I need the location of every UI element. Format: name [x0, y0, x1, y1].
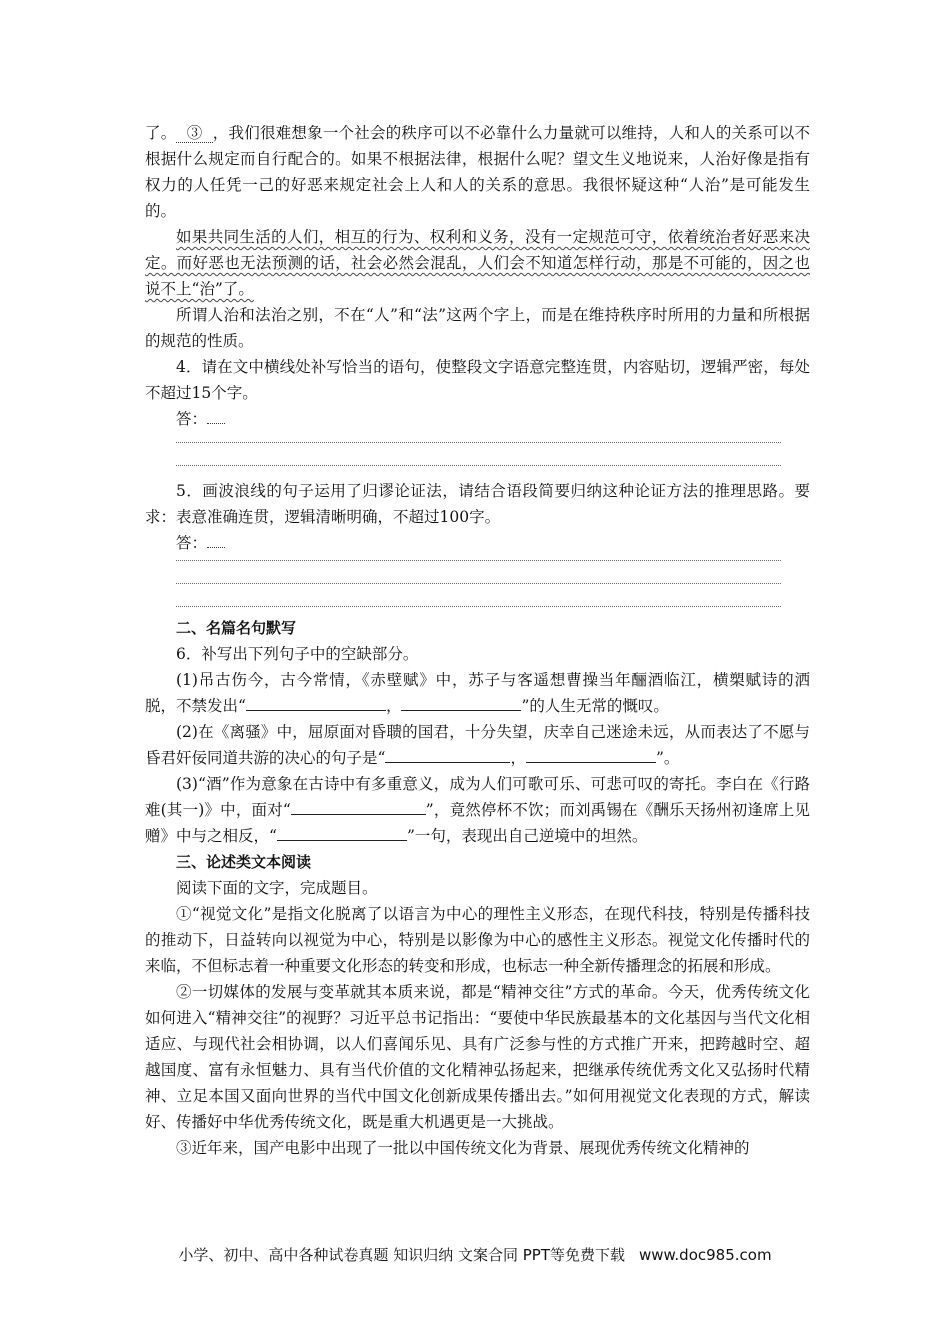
question-6: 6．补写出下列句子中的空缺部分。 [176, 645, 419, 663]
page-footer [0, 1244, 950, 1265]
section-2-title: 二、名篇名句默写 [176, 619, 297, 637]
q6-item-2: (2)在《离骚》中，屈原面对昏聩的国君，十分失望，庆幸自己迷途未远，从而表达了不愿与昏君奸佞同道共游的决心的句子是“ ， ”。 [145, 723, 810, 767]
passage-paragraph-2 [145, 224, 810, 302]
question-5: 5．画波浪线的句子运用了归谬论证法，请结合语段简要归纳这种论证方法的推理思路。要求：表意准确连贯，逻辑清晰明确，不超过100字。 [145, 482, 810, 526]
essay-paragraph-3: ③近年来，国产电影中出现了一批以中国传统文化为背景、展现优秀传统文化精神的 [176, 1139, 750, 1157]
q6-item-1: (1)吊古伤今，古今常情，《赤壁赋》中，苏子与客遥想曹操当年酾酒临江，横槊赋诗的洒脱，不禁发出“ ， ”的人生无常的慨叹。 [145, 671, 810, 715]
q6-item-3: (3)“酒”作为意象在古诗中有多重意义，成为人们可歌可乐、可悲可叹的寄托。李白在《行路难(其一)》中，面对“ ”，竟然停杯不饮；而刘禹锡在《酬乐天扬州初逢席上见赠》中与之相反，“ ”一句，表现出自己逆境中的坦然。 [145, 775, 810, 845]
passage-paragraph-1: 了。 ③ ，我们很难想象一个社会的秩序可以不必靠什么力量就可以维持，人和人的关系可以不根据什么规定而自行配合的。如果不根据法律，根据什么呢？望文生义地说来，人治好像是指有权力的人任凭一己的好恶来规定社会上人和人的关系的意思。我很怀疑这种“人治”是可能发生的。 [145, 124, 810, 220]
q6-2-blank-b[interactable] [526, 748, 656, 763]
essay-paragraph-2: ②一切媒体的发展与变革就其本质来说，都是“精神交往”方式的革命。今天，优秀传统文化如何进入“精神交往”的视野？习近平总书记指出：“要使中华民族最基本的文化基因与当代文化相适应、与现代社会相协调，以人们喜闻乐见、具有广泛参与性的方式推广开来，把跨越时空、超越国度、富有永恒魅力、具有当代价值的文化精神弘扬起来，把继承传统优秀文化又弘扬时代精神、立足本国又面向世界的当代中国文化创新成果传播出去。”如何用视觉文化表现的方式，解读好、传播好中华优秀传统文化，既是重大机遇更是一大挑战。 [145, 983, 810, 1131]
footer-site-link[interactable]: www.doc985.com [638, 1246, 772, 1264]
essay-paragraph-1: ①“视觉文化”是指文化脱离了以语言为中心的理性主义形态，在现代科技，特别是传播科技的推动下，日益转向以视觉为中心，特别是以影像为中心的感性主义形态。视觉文化传播时代的来临，不但标志着一种重要文化形态的转变和形成，也标志一种全新传播理念的拓展和形成。 [145, 905, 810, 975]
section-3-intro: 阅读下面的文字，完成题目。 [176, 879, 378, 897]
q6-1-blank-b[interactable] [401, 696, 521, 711]
q4-answer-row[interactable]: 答： [145, 406, 810, 432]
footer-text: 小学、初中、高中各种试卷真题 知识归纳 文案合同 PPT等免费下载 [178, 1246, 625, 1264]
q6-3-blank-a[interactable] [291, 800, 426, 815]
section-3-title: 三、论述类文本阅读 [176, 853, 312, 871]
passage-paragraph-3: 所谓人治和法治之别，不在“人”和“法”这两个字上，而是在维持秩序时所用的力量和所根据的规范的性质。 [145, 306, 810, 350]
q6-2-blank-a[interactable] [385, 748, 510, 763]
q6-1-blank-a[interactable] [246, 696, 386, 711]
wavy-underlined-sentence: 如果共同生活的人们，相互的行为、权利和义务，没有一定规范可守，依着统治者好恶来决定。而好恶也无法预测的话，社会必然会混乱，人们会不知道怎样行动，那是不可能的，因之也说不上“治”了。 [145, 228, 810, 298]
q5-answer-row[interactable]: 答： [145, 530, 810, 556]
document-page [145, 120, 810, 1161]
question-4: 4．请在文中横线处补写恰当的语句，使整段文字语意完整连贯，内容贴切，逻辑严密，每处不超过15个字。 [145, 358, 810, 402]
q6-3-blank-b[interactable] [277, 826, 407, 841]
blank-marker-3: ③ [176, 124, 212, 143]
